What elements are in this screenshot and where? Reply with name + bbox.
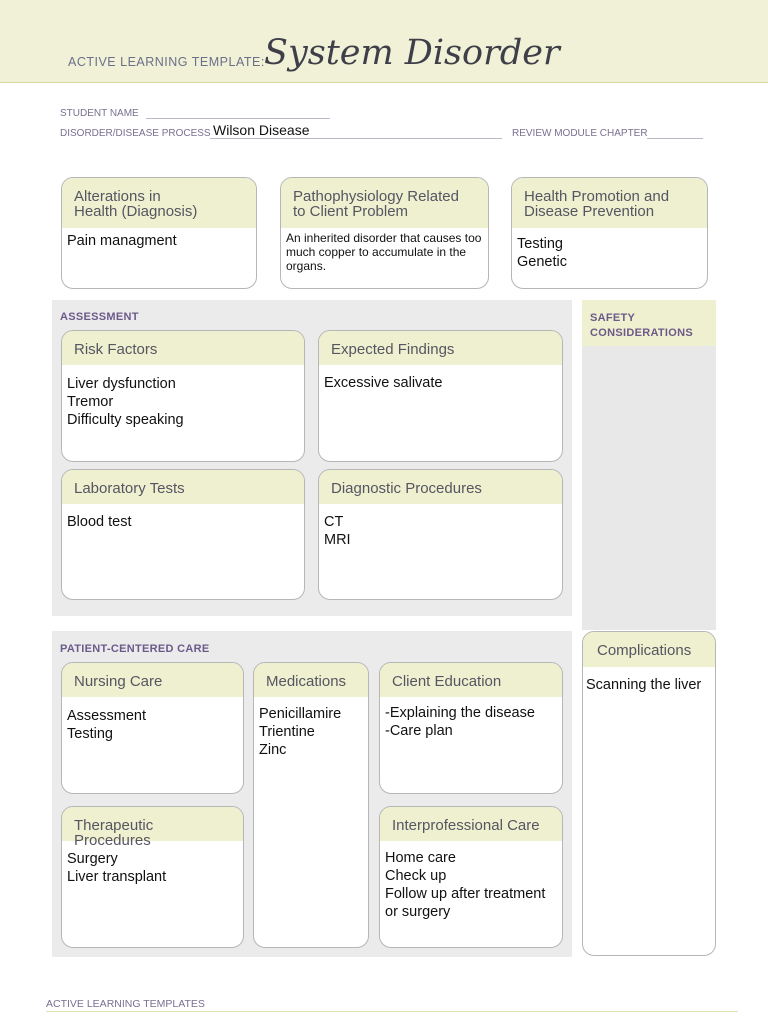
medications-card-body (254, 697, 368, 763)
alterations-card[interactable] (61, 177, 257, 289)
health-promotion-card-header (512, 178, 707, 228)
client-education-item: -Care plan (385, 723, 453, 739)
diagnostic-procedures-card-body (319, 504, 562, 553)
complication-item: Scanning the liver (586, 677, 702, 693)
pathophysiology-card[interactable] (280, 177, 489, 289)
expected-findings-title: Expected Findings (331, 341, 455, 358)
therapeutic-procedure-item: Liver transplant (67, 869, 167, 885)
disorder-value: Wilson Disease (213, 122, 310, 138)
health-promotion-title-line2: Disease Prevention (524, 203, 655, 220)
interprofessional-care-card-header (380, 807, 562, 841)
pathophysiology-title-line1: Pathophysiology Related (293, 188, 459, 205)
student-name-label: STUDENT NAME (60, 108, 139, 119)
diagnostic-procedures-card-header (319, 470, 562, 504)
health-promotion-line: Testing (517, 236, 563, 252)
alterations-line: Pain managment (67, 233, 177, 249)
safety-considerations-header (582, 300, 716, 346)
risk-factors-card-body (62, 365, 304, 433)
interprofessional-care-item: Follow up after treatment (385, 886, 546, 902)
laboratory-test-item: Blood test (67, 514, 132, 530)
footer-label: ACTIVE LEARNING TEMPLATES (46, 998, 205, 1010)
risk-factor-item: Difficulty speaking (67, 412, 184, 428)
template-label: ACTIVE LEARNING TEMPLATE: (68, 55, 265, 69)
nursing-care-item: Testing (67, 726, 113, 742)
interprofessional-care-title: Interprofessional Care (392, 817, 540, 834)
interprofessional-care-item: Check up (385, 868, 447, 884)
health-promotion-title-line1: Health Promotion and (524, 188, 670, 205)
safety-title-line1: SAFETY (590, 312, 636, 324)
template-title: System Disorder (264, 33, 560, 73)
nursing-care-item: Assessment (67, 708, 146, 724)
disorder-field[interactable] (210, 138, 502, 139)
diagnostic-procedure-item: CT (324, 514, 344, 530)
alterations-card-body (62, 228, 256, 254)
expected-finding-item: Excessive salivate (324, 375, 443, 391)
medication-item: Zinc (259, 742, 287, 758)
disorder-label: DISORDER/DISEASE PROCESS (60, 128, 211, 139)
therapeutic-procedures-title: Therapeutic Procedures (74, 817, 154, 849)
interprofessional-care-card-body (380, 841, 562, 925)
risk-factors-card[interactable] (61, 330, 305, 462)
medication-item: Penicillamire (259, 706, 342, 722)
interprofessional-care-card[interactable] (379, 806, 563, 948)
laboratory-tests-title: Laboratory Tests (74, 480, 185, 497)
diagnostic-procedure-item: MRI (324, 532, 351, 548)
alterations-title-line1: Alterations in (74, 188, 161, 205)
pathophysiology-title-line2: to Client Problem (293, 203, 409, 220)
client-education-title: Client Education (392, 673, 502, 690)
complications-card-header (583, 632, 715, 667)
therapeutic-procedures-card-header (62, 807, 243, 849)
risk-factors-title: Risk Factors (74, 341, 158, 358)
safety-considerations-panel (582, 300, 716, 630)
laboratory-tests-card[interactable] (61, 469, 305, 600)
complications-title: Complications (597, 642, 692, 659)
footer-divider (46, 1011, 738, 1012)
expected-findings-card[interactable] (318, 330, 563, 462)
pathophysiology-card-body (281, 228, 488, 277)
interprofessional-care-item: or surgery (385, 904, 451, 920)
assessment-title: ASSESSMENT (60, 311, 139, 323)
interprofessional-care-item: Home care (385, 850, 456, 866)
risk-factors-card-header (62, 331, 304, 365)
risk-factor-item: Tremor (67, 394, 114, 410)
medication-item: Trientine (259, 724, 315, 740)
laboratory-tests-card-body (62, 504, 304, 535)
medications-title: Medications (266, 673, 347, 690)
expected-findings-card-header (319, 331, 562, 365)
health-promotion-card[interactable] (511, 177, 708, 289)
review-module-label: REVIEW MODULE CHAPTER (512, 128, 648, 139)
nursing-care-card-body (62, 697, 243, 747)
safety-title-line2: CONSIDERATIONS (590, 327, 694, 339)
diagnostic-procedures-card[interactable] (318, 469, 563, 600)
medications-card[interactable] (253, 662, 369, 948)
nursing-care-card-header (62, 663, 243, 697)
client-education-card-header (380, 663, 562, 697)
health-promotion-line: Genetic (517, 254, 567, 270)
client-education-card-body (380, 697, 562, 744)
diagnostic-procedures-title: Diagnostic Procedures (331, 480, 482, 497)
therapeutic-procedure-item: Surgery (67, 851, 118, 867)
risk-factor-item: Liver dysfunction (67, 376, 176, 392)
client-education-item: -Explaining the disease (385, 705, 535, 721)
nursing-care-title: Nursing Care (74, 673, 163, 690)
complications-card[interactable] (582, 631, 716, 956)
alterations-card-header (62, 178, 256, 228)
complications-card-body (583, 667, 715, 698)
alterations-title-line2: Health (Diagnosis) (74, 203, 198, 220)
client-education-card[interactable] (379, 662, 563, 794)
nursing-care-card[interactable] (61, 662, 244, 794)
template-header (0, 0, 768, 83)
patient-centered-care-title: PATIENT-CENTERED CARE (60, 643, 210, 655)
expected-findings-card-body (319, 365, 562, 396)
health-promotion-card-body (512, 228, 707, 275)
pathophysiology-card-header (281, 178, 488, 228)
student-name-field[interactable] (146, 118, 330, 119)
laboratory-tests-card-header (62, 470, 304, 504)
medications-card-header (254, 663, 368, 697)
pathophysiology-text: An inherited disorder that causes too much copper to accumulate in the organs. (286, 231, 482, 273)
therapeutic-procedures-card[interactable] (61, 806, 244, 948)
review-module-field[interactable] (647, 138, 703, 139)
safety-considerations-title (590, 311, 693, 341)
